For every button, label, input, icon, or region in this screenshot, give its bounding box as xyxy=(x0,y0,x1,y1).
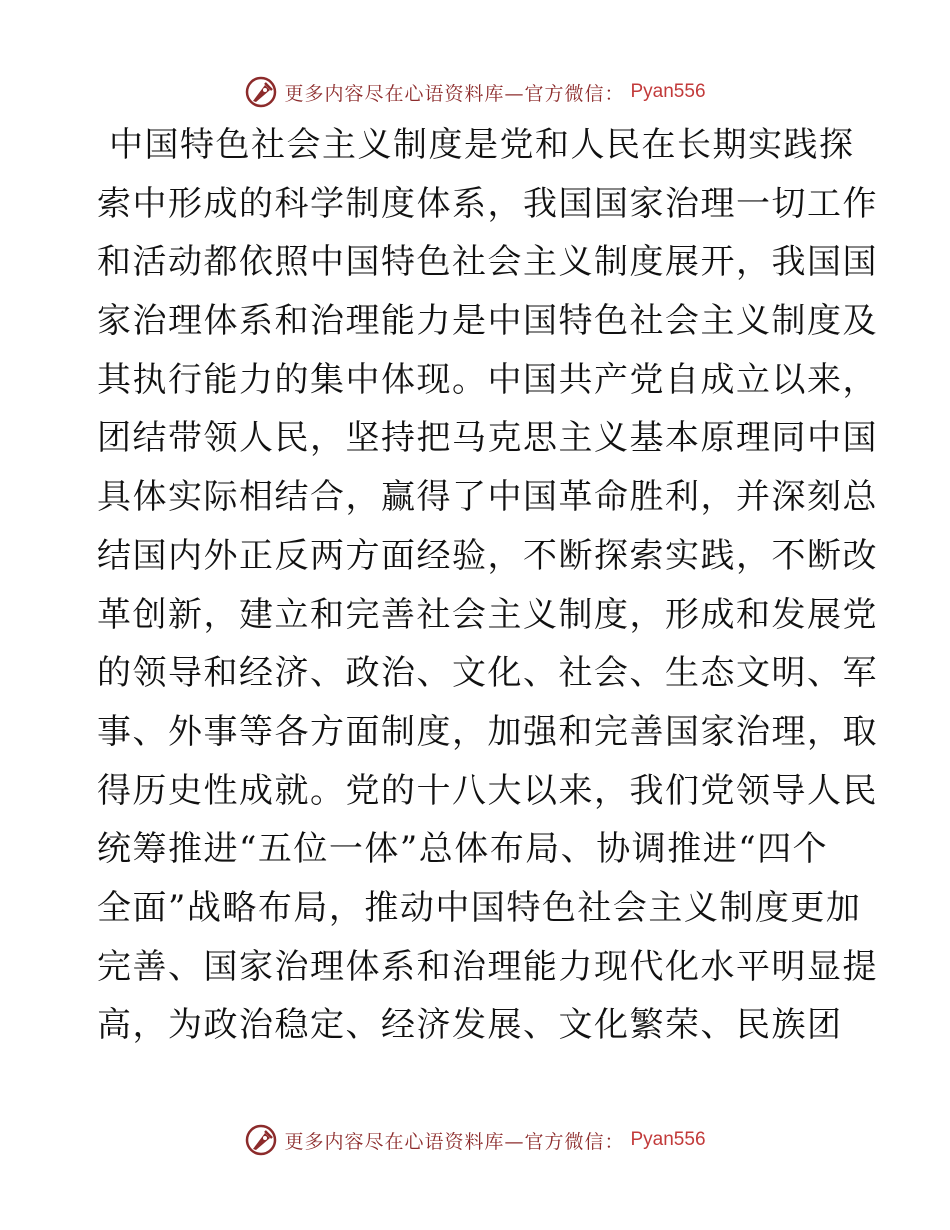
body-line: 家治理体系和治理能力是中国特色社会主义制度及 xyxy=(97,301,878,342)
footer-banner-text: 更多内容尽在心语资料库—官方微信： xyxy=(284,1130,625,1153)
body-line: 全面”战略布局，推动中国特色社会主义制度更加 xyxy=(97,887,862,928)
body-line: 高，为政治稳定、经济发展、文化繁荣、民族团 xyxy=(97,1005,843,1046)
document-body xyxy=(97,116,878,1055)
body-line: 完善、国家治理体系和治理能力现代化水平明显提 xyxy=(97,946,878,987)
body-line: 革创新，建立和完善社会主义制度，形成和发展党 xyxy=(97,594,878,635)
header-banner xyxy=(0,72,950,112)
pen-nib-circle-icon xyxy=(244,1123,278,1157)
body-line: 中国特色社会主义制度是党和人民在长期实践探 xyxy=(109,125,855,165)
body-line: 索中形成的科学制度体系，我国国家治理一切工作 xyxy=(97,183,878,224)
body-line: 统筹推进“五位一体”总体布局、协调推进“四个 xyxy=(97,829,829,870)
body-line: 和活动都依照中国特色社会主义制度展开，我国国 xyxy=(97,242,878,283)
body-line: 具体实际相结合，赢得了中国革命胜利，并深刻总 xyxy=(97,477,878,518)
header-banner-text: 更多内容尽在心语资料库—官方微信： xyxy=(284,82,625,105)
body-line: 事、外事等各方面制度，加强和完善国家治理，取 xyxy=(97,711,878,752)
body-line: 团结带领人民，坚持把马克思主义基本原理同中国 xyxy=(97,418,878,459)
body-line: 得历史性成就。党的十八大以来，我们党领导人民 xyxy=(97,770,878,811)
header-banner-wechat-id: Pyan556 xyxy=(630,81,706,102)
body-line: 结国内外正反两方面经验，不断探索实践，不断改 xyxy=(97,535,878,576)
footer-banner-wechat-id: Pyan556 xyxy=(630,1129,706,1150)
pen-nib-circle-icon xyxy=(244,75,278,109)
footer-banner xyxy=(0,1120,950,1160)
body-line: 的领导和经济、政治、文化、社会、生态文明、军 xyxy=(97,653,878,694)
body-line: 其执行能力的集中体现。中国共产党自成立以来， xyxy=(97,359,878,400)
